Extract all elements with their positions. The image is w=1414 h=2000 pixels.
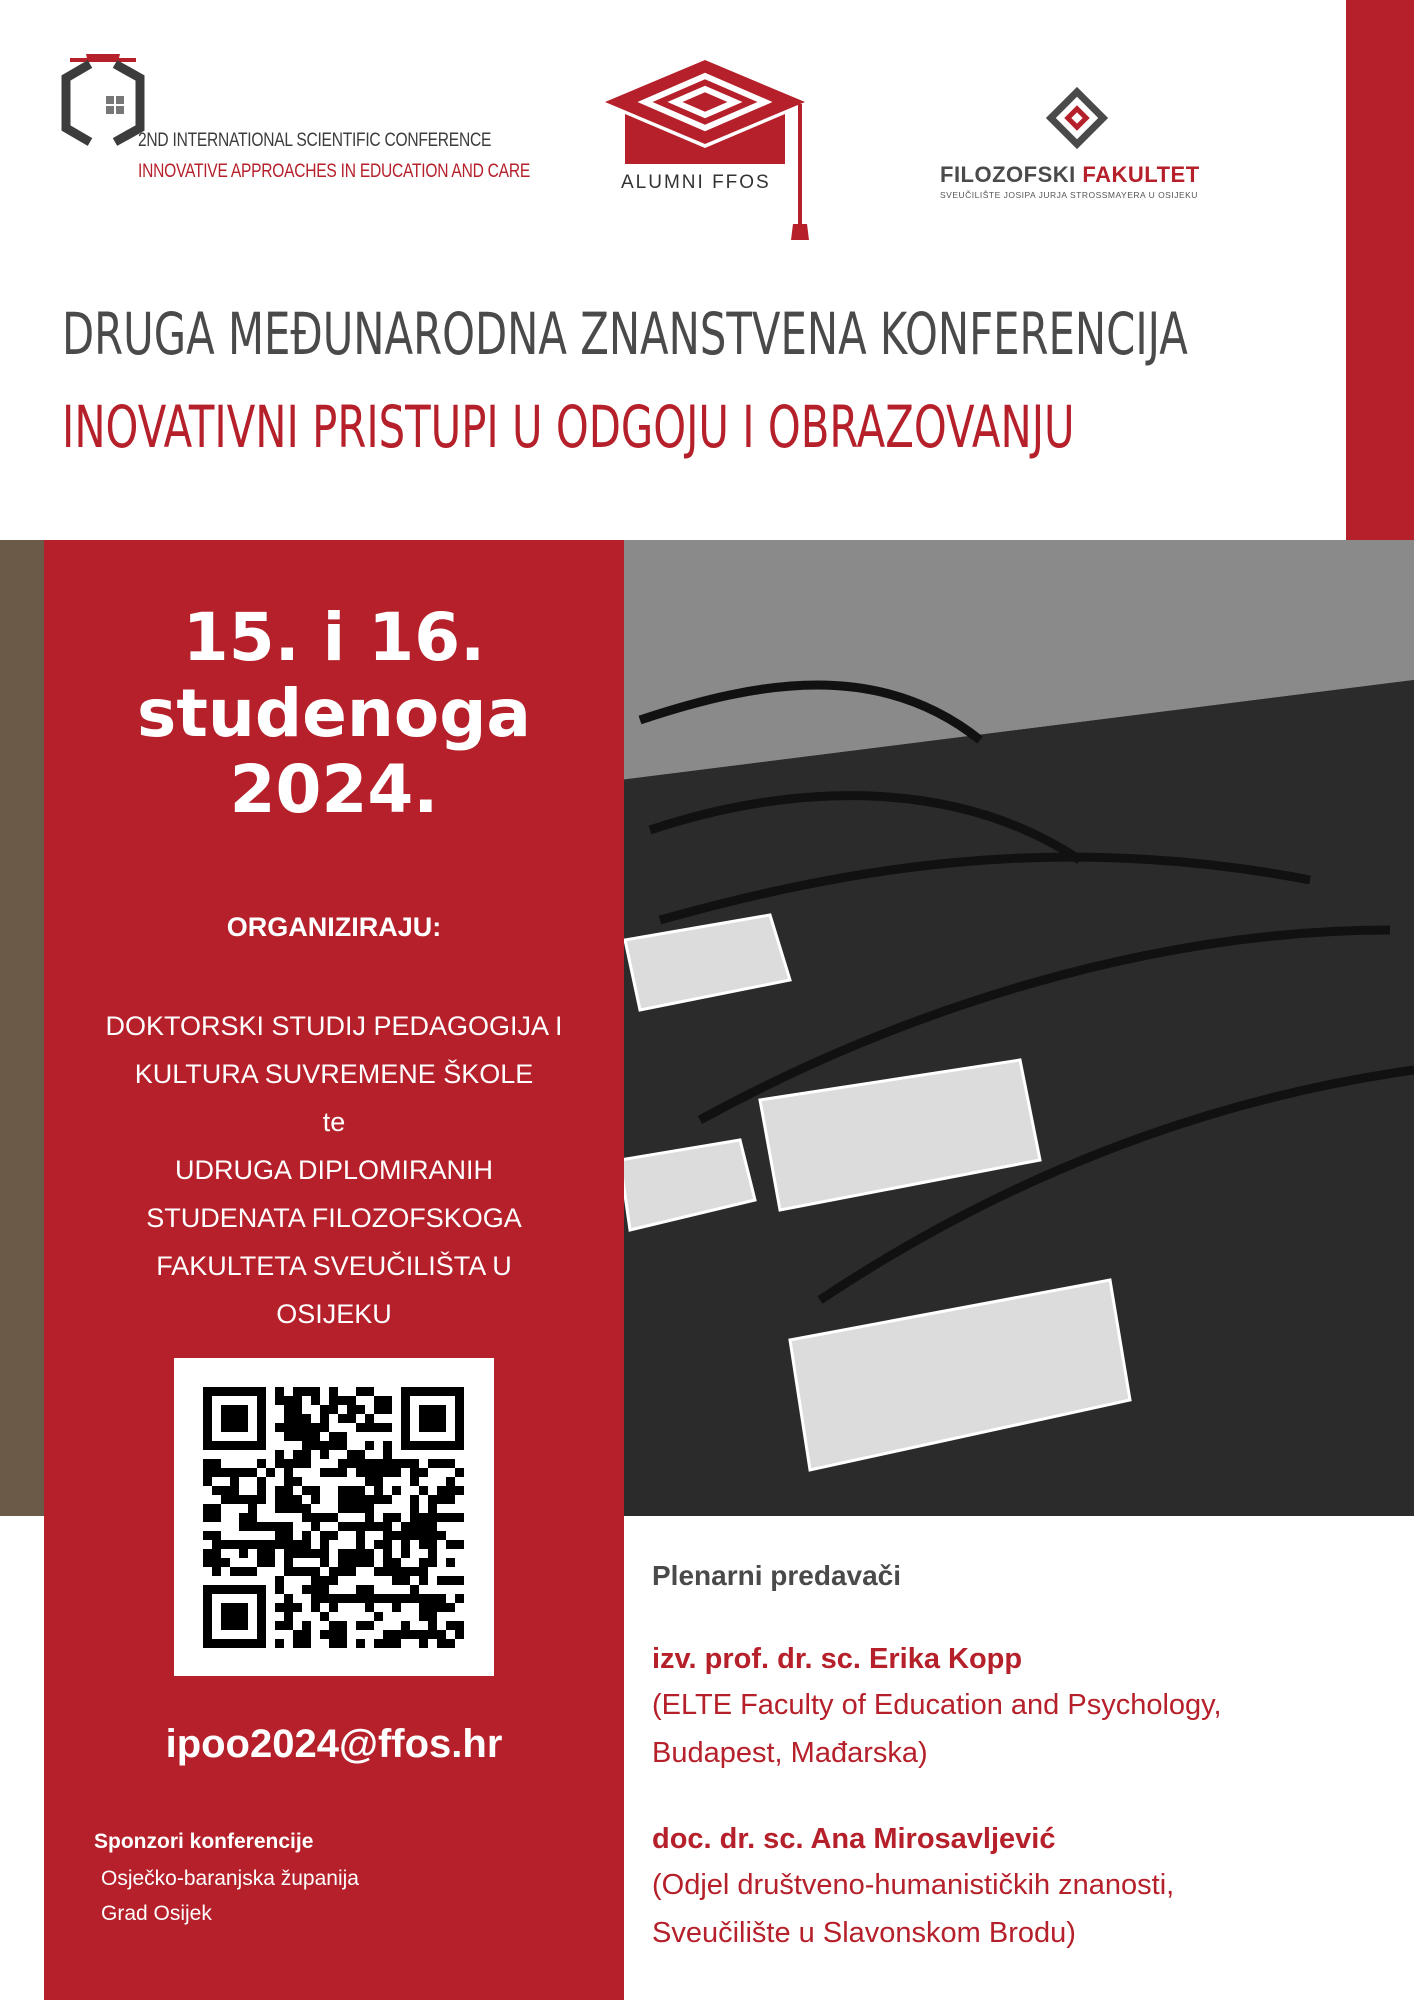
graduation-cap-icon: [595, 52, 835, 252]
right-accent-stripe: [1346, 0, 1414, 540]
faculty-logo: [940, 80, 1230, 210]
organizer-line: KULTURA SUVREMENE ŠKOLE: [134, 1059, 534, 1089]
event-date: [44, 600, 624, 828]
sponsor-item: Osječko-baranjska županija: [101, 1867, 359, 1890]
faculty-name-part-1: FILOZOFSKI: [940, 162, 1076, 187]
event-info-panel: [44, 540, 624, 2000]
speaker-affiliation-line: Sveučilište u Slavonskom Brodu): [652, 1917, 1076, 1949]
conference-english-subtitle: INNOVATIVE APPROACHES IN EDUCATION AND CARE: [138, 161, 530, 182]
conference-subtitle: INOVATIVNI PRISTUPI U ODGOJU I OBRAZOVANJU: [62, 393, 1075, 461]
contact-email[interactable]: ipoo2024@ffos.hr: [165, 1722, 503, 1766]
speaker-affiliation: [652, 1861, 1352, 1957]
organizer-line: FAKULTETA SVEUČILIŠTA U: [156, 1251, 512, 1281]
speaker-affiliation-line: (Odjel društveno-humanističkih znanosti,: [652, 1869, 1175, 1901]
organizers-heading: ORGANIZIRAJU:: [226, 912, 442, 942]
faculty-university: SVEUČILIŠTE JOSIPA JURJA STROSSMAYERA U OSIJEKU: [940, 190, 1198, 200]
conference-english-title: 2ND INTERNATIONAL SCIENTIFIC CONFERENCE: [138, 130, 492, 151]
speaker-name: doc. dr. sc. Ana Mirosavljević: [652, 1823, 1056, 1855]
conference-title: DRUGA MEĐUNARODNA ZNANSTVENA KONFERENCIJA: [62, 300, 1188, 368]
speaker-affiliation-line: Budapest, Mađarska): [652, 1737, 928, 1769]
faculty-diamond-icon: [940, 80, 1230, 160]
speaker-name: izv. prof. dr. sc. Erika Kopp: [652, 1643, 1023, 1675]
date-year: 2024.: [229, 751, 439, 828]
conference-logo: [60, 48, 530, 198]
sponsor-item: Grad Osijek: [101, 1902, 212, 1925]
alumni-label: ALUMNI FFOS: [621, 172, 771, 193]
plenary-heading: Plenarni predavači: [652, 1560, 902, 1591]
speaker-affiliation-line: (ELTE Faculty of Education and Psychology,: [652, 1689, 1222, 1721]
date-days: 15. i 16.: [182, 599, 486, 676]
organizer-line: STUDENATA FILOZOFSKOGA: [146, 1203, 522, 1233]
qr-code-image: [174, 1358, 494, 1676]
organizer-line: te: [322, 1107, 346, 1137]
plenary-speakers: [652, 1560, 1352, 1997]
qr-code[interactable]: [174, 1358, 494, 1676]
organizers-list: [44, 1002, 624, 1338]
alumni-ffos-logo: [595, 52, 835, 252]
organizer-line: DOKTORSKI STUDIJ PEDAGOGIJA I: [105, 1011, 563, 1041]
organizer-line: OSIJEKU: [276, 1299, 392, 1329]
faculty-name-part-2: FAKULTET: [1082, 162, 1200, 187]
date-month: studenoga: [137, 675, 531, 752]
sponsors-heading: Sponzori konferencije: [94, 1830, 314, 1853]
organizer-line: UDRUGA DIPLOMIRANIH: [174, 1155, 494, 1185]
speaker-affiliation: [652, 1681, 1352, 1777]
faculty-name: [940, 162, 1200, 188]
